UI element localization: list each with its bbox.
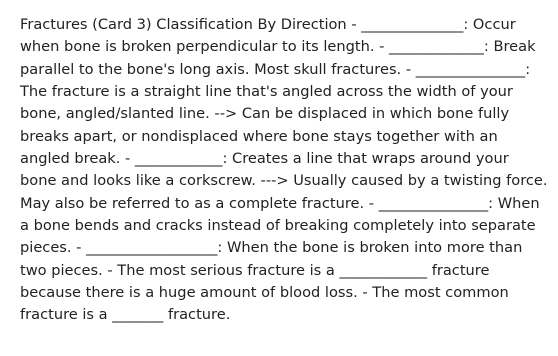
flashcard-text: Fractures (Card 3) Classification By Direction - ______________: Occur when bone is broken perpendicular to its length. - _____________: Break parallel to the bone's long axis. Most skull fractures. - _______________: The fracture is a straight line that's angled across the width of your bone, angled/slanted line. --> Can be displaced in which bone fully breaks apart, or nondisplaced where bone stays together with an angled break. - ____________: Creates a line that wraps around your bone and looks like a corkscrew. ---> Usually caused by a twisting force. May also be referred to as a complete fracture. - _______________: When a bone bends and cracks instead of breaking completely into separate pieces. - __________________: When the bone is broken into more than two pieces. - The most serious fracture is a ____________ fracture because there is a huge amount of blood loss. - The most common fracture is a _______ fracture. [20,16,548,324]
